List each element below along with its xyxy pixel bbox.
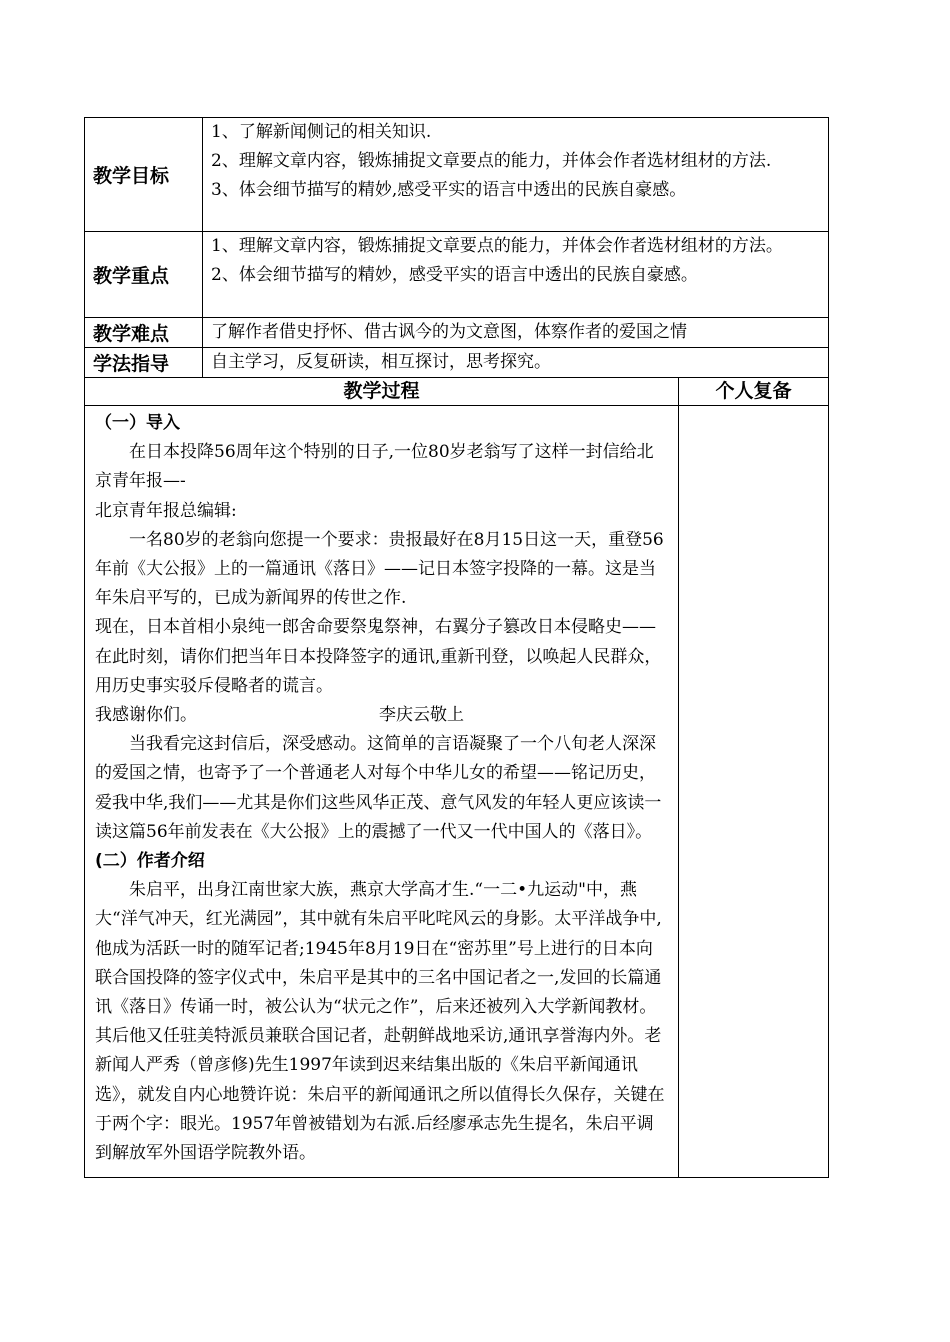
difficulty-content: 了解作者借史抒怀、借古讽今的为文意图，体察作者的爱国之情 [203, 318, 829, 348]
key-points-row [85, 232, 829, 318]
personal-prep-cell [679, 406, 829, 1178]
method-label: 学法指导 [85, 348, 203, 378]
letter-closing [95, 701, 666, 730]
paragraph: 朱启平，出身江南世家大族，燕京大学高才生.“一二•九运动"中，燕大“洋气冲天，红光满园”，其中就有朱启平叱咤风云的身影。太平洋战争中,他成为活跃一时的随军记者;1945年8月19日在“密苏里”号上进行的日本向联合国投降的签字仪式中，朱启平是其中的三名中国记者之一,发回的长篇通讯《落日》传诵一时，被公认为“状元之作”，后来还被列入大学新闻教材。其后他又任驻美特派员兼联合国记者，赴朝鲜战地采访,通讯享誉海内外。老新闻人严秀（曾彦修)先生1997年读到迟来结集出版的《朱启平新闻通讯选》，就发自内心地赞许说：朱启平的新闻通讯之所以值得长久保存，关键在于两个字：眼光。1957年曾被错划为右派.后经廖承志先生提名，朱启平调到解放军外国语学院教外语。 [95, 880, 665, 1164]
goals-item: 3、体会细节描写的精妙,感受平实的语言中透出的民族自豪感。 [211, 180, 687, 200]
method-content: 自主学习，反复研读，相互探讨，思考探究。 [203, 348, 829, 378]
letter-salutation: 北京青年报总编辑: [95, 500, 237, 521]
lesson-plan-page [84, 117, 828, 1178]
goals-label: 教学目标 [85, 118, 203, 232]
goals-content [203, 118, 829, 232]
letter-signature: 李庆云敬上 [379, 705, 464, 726]
process-content [85, 406, 679, 1178]
key-points-label: 教学重点 [85, 232, 203, 318]
section-intro-title: （一）导入 [95, 413, 180, 433]
personal-prep-header: 个人复备 [679, 378, 829, 406]
goals-row [85, 118, 829, 232]
method-row [85, 348, 829, 378]
process-row [85, 406, 829, 1178]
key-points-item: 1、理解文章内容，锻炼捕捉文章要点的能力，并体会作者选材组材的方法。 [211, 236, 783, 256]
difficulty-label: 教学难点 [85, 318, 203, 348]
paragraph: 一名80岁的老翁向您提一个要求：贵报最好在8月15日这一天，重登56年前《大公报》上的一篇通讯《落日》——记日本签字投降的一幕。这是当年朱启平写的，已成为新闻界的传世之作. [95, 529, 664, 609]
paragraph: 当我看完这封信后，深受感动。这简单的言语凝聚了一个八旬老人深深的爱国之情，也寄予了一个普通老人对每个中华儿女的希望——铭记历史，爱我中华,我们——尤其是你们这些风华正茂、意气风发的年轻人更应该读一读这篇56年前发表在《大公报》上的震撼了一代又一代中国人的《落日》。 [95, 734, 662, 842]
closing-thanks: 我感谢你们。 [95, 705, 197, 726]
process-header-row [85, 378, 829, 406]
goals-item: 2、理解文章内容，锻炼捕捉文章要点的能力，并体会作者选材组材的方法. [211, 151, 772, 171]
goals-item: 1、了解新闻侧记的相关知识. [211, 122, 432, 142]
difficulty-row [85, 318, 829, 348]
lesson-plan-table [84, 117, 829, 1178]
paragraph: 在日本投降56周年这个特别的日子,一位80岁老翁写了这样一封信给北京青年报—- [95, 442, 654, 492]
key-points-content [203, 232, 829, 318]
key-points-item: 2、体会细节描写的精妙，感受平实的语言中透出的民族自豪感。 [211, 265, 698, 285]
section-author-title: (二）作者介绍 [95, 851, 205, 872]
process-header: 教学过程 [85, 378, 679, 406]
paragraph: 现在，日本首相小泉纯一郎舍命要祭鬼祭神，右翼分子篡改日本侵略史——在此时刻，请你们把当年日本投降签字的通讯,重新刊登，以唤起人民群众，用历史事实驳斥侵略者的谎言。 [95, 617, 662, 696]
